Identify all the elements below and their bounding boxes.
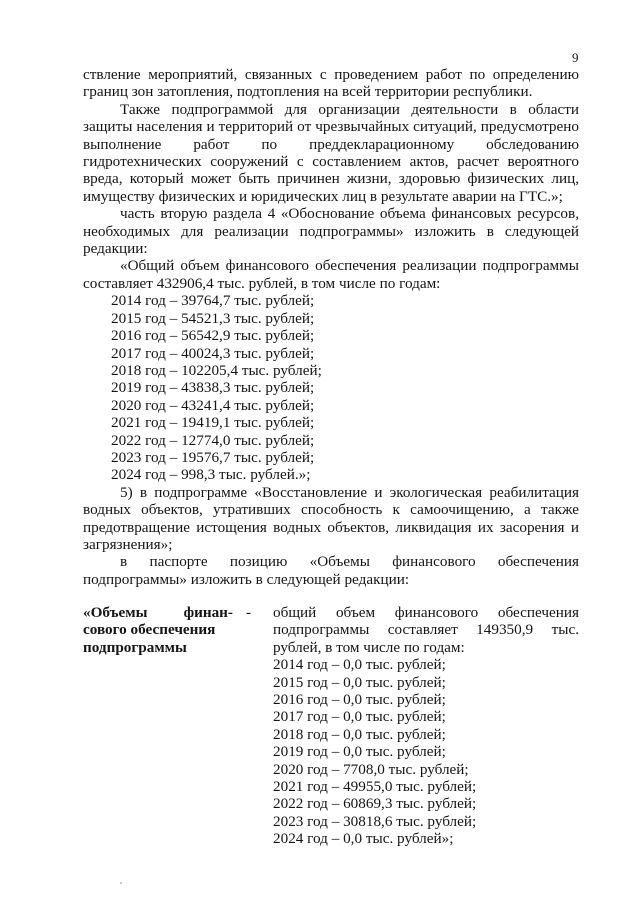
list-item: 2024 год – 998,3 тыс. рублей.»; [111,466,311,484]
passport-value [273,604,579,848]
page-number: 9 [572,50,579,65]
list-item: 2022 год – 12774,0 тыс. рублей; [111,431,315,449]
list-item: 2016 год – 56542,9 тыс. рублей; [111,327,315,345]
paragraph: в паспорте позицию «Объемы финансового обеспечения подпрограммы» изложить в следующей редакции: [83,553,579,588]
list-item: 2014 год – 39764,7 тыс. рублей; [111,292,315,310]
list-item: 2018 год – 102205,4 тыс. рублей; [111,361,322,379]
list-item: 2018 год – 0,0 тыс. рублей; [273,725,446,743]
list-item: 2019 год – 0,0 тыс. рублей; [273,743,446,761]
passport-label-line: подпрограммы [83,638,187,656]
passport-label-word: «Объемы [83,604,148,621]
paragraph: «Общий объем финансового обеспечения реализации подпрограммы составляет 432906,4 тыс. рублей, в том числе по годам: [83,257,579,292]
paragraph: ствление мероприятий, связанных с проведением работ по определению границ зон затопления, подтопления на всей территории республики. [83,66,579,101]
list-item: 2017 год – 40024,3 тыс. рублей; [111,344,315,362]
year-list [83,292,579,483]
scan-speck [120,882,122,884]
list-item: 2014 год – 0,0 тыс. рублей; [273,656,446,674]
list-item: 2022 год – 60869,3 тыс. рублей; [273,795,477,813]
passport-dash: - [246,604,252,621]
list-item: 2020 год – 7708,0 тыс. рублей; [273,760,469,778]
list-item: 2023 год – 19576,7 тыс. рублей; [111,448,315,466]
passport-intro: общий объем финансового обеспечения подпрограммы составляет 149350,9 тыс. рублей, в том числе по годам: [273,604,579,656]
document-body [83,66,579,588]
list-item: 2017 год – 0,0 тыс. рублей; [273,708,446,726]
list-item: 2019 год – 43838,3 тыс. рублей; [111,379,315,397]
paragraph: Также подпрограммой для организации деятельности в области защиты населения и территорий от чрезвычайных ситуаций, предусмотрено выполнение работ по преддекларационному обследованию гидротехнических сооружений с составлением актов, расчет вероятного вреда, который может быть причинен жизни, здоровью физических лиц, имуществу физических и юридических лиц в результате аварии на ГТС.»; [83,100,579,205]
list-item: 2024 год – 0,0 тыс. рублей»; [273,830,454,848]
paragraph: 5) в подпрограмме «Восстановление и экологическая реабилитация водных объектов, утративших способность к самоочищению, а также предотвращение истощения водных объектов, ликвидация их засорения и загрязнения»; [83,483,579,553]
list-item: 2021 год – 19419,1 тыс. рублей; [111,414,315,432]
list-item: 2020 год – 43241,4 тыс. рублей; [111,396,315,414]
passport-label-word: финан- [183,604,233,621]
paragraph: часть вторую раздела 4 «Обоснование объема финансовых ресурсов, необходимых для реализации подпрограммы» изложить в следующей редакции: [83,205,579,258]
list-item: 2016 год – 0,0 тыс. рублей; [273,691,446,709]
list-item: 2023 год – 30818,6 тыс. рублей; [273,812,477,830]
passport-label-line: сового обеспечения [83,621,216,639]
list-item: 2015 год – 0,0 тыс. рублей; [273,673,446,691]
passport-label [83,604,253,656]
list-item: 2015 год – 54521,3 тыс. рублей; [111,309,315,327]
list-item: 2021 год – 49955,0 тыс. рублей; [273,778,477,796]
